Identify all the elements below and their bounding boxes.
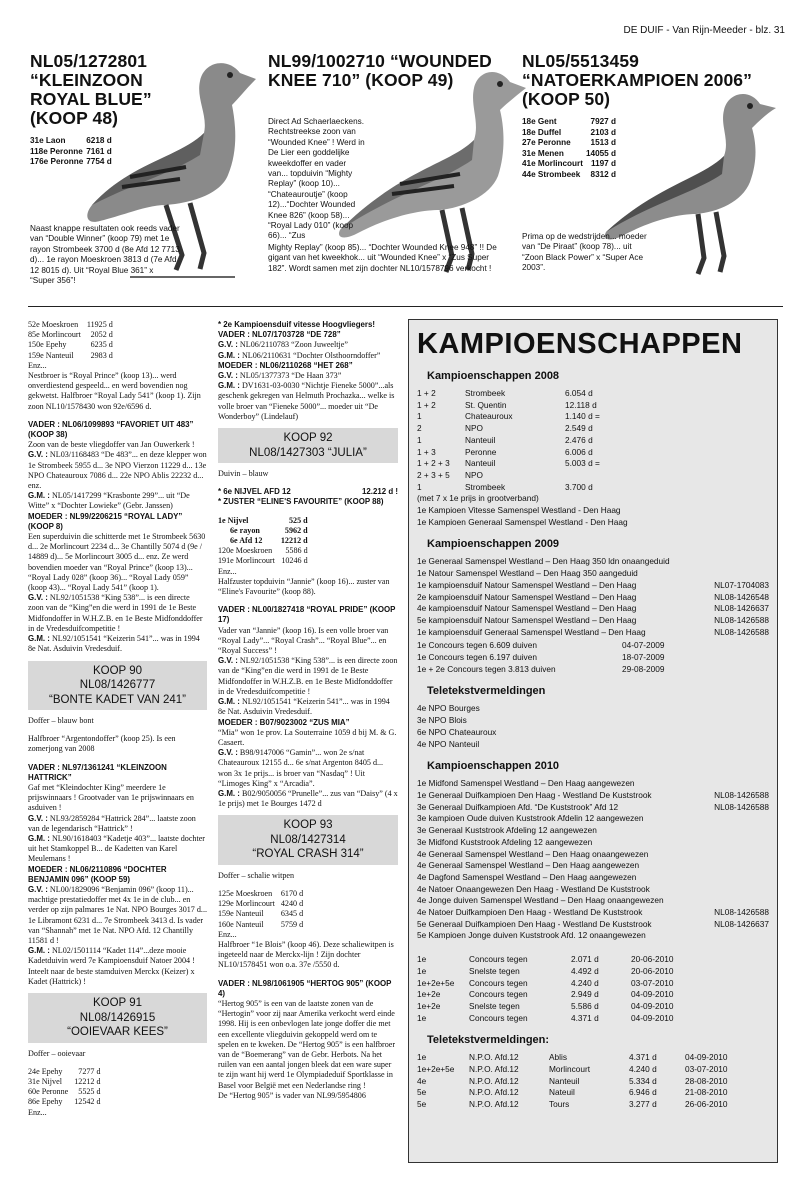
paragraph: NL05/1377373 “De Haan 373” xyxy=(237,371,342,381)
pedigree-heading: VADER : NL98/1061905 “HERTOG 905” (KOOP 4) xyxy=(218,978,392,998)
line: 1e Generaal Duifkampioen Den Haag - Westland De Kuststrook NL08-1426588 xyxy=(417,789,769,800)
pedigree-heading: VADER : NL97/1361241 “KLEINZOON HATTRICK” xyxy=(28,762,167,782)
star-line: * ZUSTER “ELINE'S FAVOURITE” (KOOP 88) xyxy=(218,497,384,507)
paragraph: Zoon van de beste vliegdoffer van Jan Ouwerkerk ! xyxy=(28,440,195,450)
paragraph: Halfzuster topduivin “Jannie” (koop 16)... zuster van “Eline's Favourite” (koop 88). xyxy=(218,576,390,597)
lot-header-koop-91: KOOP 91 NL08/1426915 “OOIEVAAR KEES” xyxy=(28,993,207,1043)
paragraph: Halfbroer “Argentondoffer” (koop 25). Is een zomerjong van 2008 xyxy=(28,734,176,754)
results-table: 1e Nijvel 525 d 6e rayon 5962 d 6e Afd 12 12212 d 120e Moeskroen 5586 d 191e Morlincourt 10246 d xyxy=(218,515,308,566)
feature-text: Naast knappe resultaten ook reeds vader van “Double Winner” (koop 79) met 1e rayon Strombeek 3700 d (8e Afd 12 7713 d)... 1e rayon Moeskroen 3813 d (7e Afd 12 8015 d). Uit “Royal Blue 361” x “Super 356”! xyxy=(30,224,180,286)
divider xyxy=(28,306,783,307)
feature-title: NL05/1272801 “KLEINZOON ROYAL BLUE” (KOOP 48) xyxy=(30,51,152,128)
feature-text: Prima op de wedstrijden... moeder van “De Piraat” (koop 78)... uit “Zoon Black Power” x “Super Ace 2003”. xyxy=(522,232,647,273)
pedigree-heading: MOEDER : NL99/2206215 “ROYAL LADY” (KOOP 8) xyxy=(28,511,183,531)
intro-line: * 2e Kampioensduif vitesse Hoogvliegers! xyxy=(218,320,375,329)
lot-type: Doffer – ooievaar xyxy=(28,1048,86,1058)
paragraph: B98/9147006 “Gamin”... won 2e s/nat Chateauroux 12155 d... 6e s/nat Argenton 8405 d... won 3x 1e prijs... is broer van “Nasdaq” ! Uit “Limoges King” x “Arcadia”. xyxy=(218,748,384,788)
paragraph: NL03/1168483 “De 483”... en deze klepper won 1e Strombeek 5955 d... 3e NPO Vierzon 11229 d... 13e NPO Chateauroux 7086 d... 22e NPO Ablis 22232 d... enz. xyxy=(28,450,207,491)
paragraph: Vader van “Jannie” (koop 16). Is een volle broer van “Royal Lady”... “Royal Crash”... “Royal Blue”... en “Royal Success” ! xyxy=(218,625,389,656)
running-head: DE DUIF - Van Rijn-Meeder - blz. 31 xyxy=(623,25,785,36)
results-table: 18e Gent 7927 d 18e Duffel 2103 d 27e Peronne 1513 d 31e Menen 14055 d 41e Morlincourt 1197 d 44e Strombeek 8312 d xyxy=(522,117,617,179)
section-heading: Teletekstvermeldingen xyxy=(427,685,546,698)
results-table: 52e Moeskroen 11925 d 85e Morlincourt 2052 d 150e Epehy 6235 d 159e Nanteuil 2983 d xyxy=(28,320,113,360)
pedigree-heading: MOEDER : B07/9023002 “ZUS MIA” xyxy=(218,717,350,727)
paragraph: NL92/1051538 “King 538”... is een directe zoon van de “King”en die werd in 1991 de 1e Beste Midfondoffer in W.H.Z.B. en 1e Beste Midfonddoffer in de Vredesduifcompetitie ! xyxy=(218,656,398,696)
paragraph: Halfbroer “1e Blois” (koop 46). Deze schaliewitpen is ingeteeld naar de Merckx-lijn ! Zijn dochter NL10/1578451 won o.a. 37e /5550 d. xyxy=(218,940,394,970)
line: 1e Kampioen Generaal Samenspel Westland - Den Haag xyxy=(417,516,628,527)
enz: Enz... xyxy=(218,566,237,576)
pedigree-heading: VADER : NL06/1099893 “FAVORIET UIT 483” (KOOP 38) xyxy=(28,419,194,440)
paragraph: “Mia” won 1e prov. La Souterraine 1059 d bij M. & G. Casaert. xyxy=(218,727,397,747)
pedigree-heading: MOEDER : NL06/2110896 “DOCHTER BENJAMIN 096” (KOOP 59) xyxy=(28,864,167,884)
concours-2009: 1e Concours tegen 6.609 duiven 04-07-2009 1e Concours tegen 6.197 duiven 18-07-2009 1e + 2e Concours tegen 3.813 duiven 29-08-2009 xyxy=(417,640,665,674)
feature-text: Direct Ad Schaerlaeckens. Rechtstreekse zoon van “Wounded Knee” ! Werd in De Lier een goddelijke kweekdoffer en vader van... topduivin “Mighty Replay” (koop 10)... “Chateauroutje” (koop 12)...“Dochter Wounded Knee 826” (koop 58)... “Royal Lady 010” (koop 66)... “Zus xyxy=(268,117,365,241)
teletekst-2010: 1e N.P.O. Afd.12 Ablis 4.371 d 04-09-2010 1e+2e+5e N.P.O. Afd.12 Morlincourt 4.240 d 03-07-2010 4e N.P.O. Afd.12 Nanteuil 5.334 d 28-08-2010 5e N.P.O. Afd.12 Nateuil 6.946 d 21-08-2010 5e N.P.O. Afd.12 Tours 3.277 d 26-06-2010 xyxy=(417,1052,728,1110)
line: 3e Midfond Kuststrook Afdeling 12 aangewezen xyxy=(417,836,593,847)
feature-title: NL99/1002710 “WOUNDED KNEE 710” (KOOP 49) xyxy=(268,51,492,90)
paragraph: NL92/1051541 “Keizerin 541”... was in 1994 8e Nat. Asduivin Vredesduif. xyxy=(218,697,390,717)
box-title: KAMPIOENSCHAPPEN xyxy=(417,328,743,360)
section-heading: Kampioenschappen 2009 xyxy=(427,538,560,551)
line: 4e NPO Bourges xyxy=(417,703,480,714)
line: 3e Generaal Kuststrook Afdeling 12 aangewezen xyxy=(417,825,597,836)
column-middle: * 2e Kampioensduif vitesse Hoogvliegers! VADER : NL07/1703728 “DE 728” G.V. : NL06/2110783 “Zoon Juweeltje” G.M. : NL06/2110631 “Dochter Olsthoorndoffer” MOEDER : NL06/2110268 “HET 268” G.V. : NL05/1377373 “De Haan 373” G.M. : DV1631-03-0030 “Nichtje Fieneke 5000”...als geschenk gekregen van Helmuth Prochazka... welke is volle broer van “Fieneke 5000”... moeder uit “De Wonderboy” (Lindelauf) KOOP 92 NL08/1427303 “JULIA” Duivin – blauw * 6e NIJVEL AFD 12 12.212 d ! * ZUSTER “ELINE'S FAVOURITE” (KOOP 88) 1e Nijvel 525 d 6e rayon 5962 d 6e Afd 12 12212 d 120e Moeskroen 5586 d 191e Morlincourt 10246 d Enz... Halfzuster topduivin “Jannie” (koop 16)... zuster van “Eline's Favourite” (koop 88). VADER : NL00/1827418 “ROYAL PRIDE” (KOOP 17) Vader van “Jannie” (koop 16). Is een volle broer van “Royal Lady”... “Royal Crash”... “Royal Blue”... en “Royal Success” ! G.V. : NL92/1051538 “King 538”... is een directe zoon van de “King”en die werd in 1991 de 1e Beste Midfondoffer in W.H.Z.B. en 1e Beste Midfonddoffer in de Vredesduifcompetitie ! G.M. : NL92/1051541 “Keizerin 541”... was in 1994 8e Nat. Asduivin Vredesduif. MOEDER : B07/9023002 “ZUS MIA” “Mia” won 1e prov. La Souterraine 1059 d bij M. & G. Casaert. G.V. : B98/9147006 “Gamin”... won 2e s/nat Chateauroux 12155 d... 6e s/nat Argenton 8405 d... won 3x 1e prijs... is broer van “Nasdaq” ! Uit “Limoges King” x “Arcadia”. G.M. : B02/9050056 “Prunelle”... zus van “Daisy” (4 x 1e prijs) met 1e Bourges 1472 d KOOP 93 NL08/1427314 “ROYAL CRASH 314” Doffer – schalie witpen 125e Moeskroen 6170 d 129e Morlincourt 4240 d 159e Nanteuil 6345 d 160e Nanteuil 5759 d Enz... Halfbroer “1e Blois” (koop 46). Deze schaliewitpen is ingeteeld naar de Merckx-lijn ! Zijn dochter NL10/1578451 won o.a. 37e /5550 d. VADER : NL98/1061905 “HERTOG 905” (KOOP 4) “Hertog 905” is een van de laatste zonen van de “Hertogin” voor zij naar Amerika verkocht werd einde 1998. Hij is een onbevlogen late jonge doffer die met een excellente vliegduivin gekoppeld werd om te spelen en te kweken. De “Hertog 905” is een halfbroer van de “Boemerang” van de Gebr. Herbots. Na het ruilen van een aantal jongen bleek dat een ware super te zijn want hij werd 1e Olympiadeduif Sportklasse in Basel voor België met een Nederlandse ring ! De “Hertog 905” is vader van NL99/5954806 xyxy=(218,320,398,1100)
paragraph: De “Hertog 905” is vader van NL99/5954806 xyxy=(218,1090,366,1100)
lot-header-koop-90: KOOP 90 NL08/1426777 “BONTE KADET VAN 241” xyxy=(28,661,207,711)
line: 3e kampioen Oude duiven Kuststrook Afdelin 12 aangewezen xyxy=(417,813,644,824)
feature-text: Mighty Replay” (koop 85)... “Dochter Wounded Knee 948” !! De gigant van het kweekhok... uit “Wounded Knee” x “Zus Super 182”. Wordt samen met zijn dochter NL10/1578796 verkocht ! xyxy=(268,243,497,273)
line: 1e Midfond Samenspel Westland – Den Haag aangewezen xyxy=(417,778,635,789)
section-heading: Teletekstvermeldingen: xyxy=(427,1034,550,1047)
paragraph: NL06/2110631 “Dochter Olsthoorndoffer” xyxy=(239,350,381,360)
paragraph: NL92/1051541 “Keizerin 541”... was in 1994 8e Nat. Asduivin Vredesduif. xyxy=(28,634,200,654)
paragraph: Gaf met “Kleindochter King” meerdere 1e prijswinnaars ! Grootvader van 1e prijswinnaars en asduiven ! xyxy=(28,783,194,813)
line: 3e NPO Blois xyxy=(417,715,467,726)
line: 1e kampioensduif Natour Samenspel Westland – Den Haag NL07-1704083 xyxy=(417,579,769,590)
paragraph: NL92/1051538 “King 538”... is een directe zoon van de “King”en die werd in 1991 de 1e Beste Midfondoffer in W.H.Z.B. en 1e Beste Midfonddoffer in de Vredesduifcompetitie ! xyxy=(28,593,203,633)
paragraph: B02/9050056 “Prunelle”... zus van “Daisy” (4 x 1e prijs) met 1e Bourges 1472 d xyxy=(218,788,398,809)
line: 4e Generaal Samenspel Westland – Den Haag aangewezen xyxy=(417,860,640,871)
line: 5e kampioensduif Natour Samenspel Westland – Den Haag NL08-1426588 xyxy=(417,614,769,625)
paragraph: NL02/1501114 “Kadet 114”...deze mooie Kadetduivin werd 7e Kampioensduif Natoer 2004 ! Inteelt naar de beste stamduiven Merckx (Keizer) x Kadet (Hattrick) ! xyxy=(28,946,195,986)
paragraph: NL05/1417299 “Krasbonte 299”... uit “De Witte” x “Dochter Lowieke” (Gebr. Janssen) xyxy=(28,491,190,511)
concours-2010: 1e Concours tegen 2.071 d 20-06-2010 1e Snelste tegen 4.492 d 20-06-2010 1e+2e+5e Concours tegen 4.240 d 03-07-2010 1e+2e Concours tegen 2.949 d 04-09-2010 1e+2e Snelste tegen 5.586 d 04-09-2010 1e Concours tegen 4.371 d 04-09-2010 xyxy=(417,954,674,1023)
line: 4e Jonge duiven Samenspel Westland – Den Haag onaangewezen xyxy=(417,895,664,906)
line: 1e Natour Samenspel Westland – Den Haag 350 aangeduid xyxy=(417,568,638,579)
line: 4e Dagfond Samenspel Westland – Den Haag aangewezen xyxy=(417,871,637,882)
paragraph: NL00/1829096 “Benjamin 096” (koop 11)... machtige prestatiedoffer met 4x 1e in de club... en verder op zijn palmares 1e Nat. NPO Bourges 3017 d... 1e Libramont 6231 d... 7e Strombeek 3413 d. Is vader van “Shannah” met 1e Nat. NPO Afd. 12 Chantilly 11581 d ! xyxy=(28,885,207,946)
line: 4e kampioensduif Natour Samenspel Westland – Den Haag NL08-1426637 xyxy=(417,603,769,614)
feature-title: NL05/5513459 “NATOERKAMPIOEN 2006” (KOOP 50) xyxy=(522,51,752,109)
lot-header-koop-92: KOOP 92 NL08/1427303 “JULIA” xyxy=(218,428,398,463)
lot-type: Doffer – blauw bont xyxy=(28,716,94,725)
results-2008: 1 + 2 Strombeek 6.054 d 1 + 2 St. Quentin 12.118 d 1 Chateauroux 1.140 d = 2 NPO 2.549 d 1 Nanteuil 2.476 d 1 + 3 Peronne 6.006 d 1 + 2 + 3 Nanteuil 5.003 d = 2 + 3 + 5 NPO 1 Strombeek 3.700 d xyxy=(417,388,600,492)
pedigree-heading: VADER : NL07/1703728 “DE 728” xyxy=(218,330,341,340)
note: (met 7 x 1e prijs in grootverband) xyxy=(417,493,539,504)
line: 1e Kampioen Vitesse Samenspel Westland - Den Haag xyxy=(417,505,621,516)
lot-header-koop-93: KOOP 93 NL08/1427314 “ROYAL CRASH 314” xyxy=(218,815,398,865)
line: 5e Kampioen Jonge duiven Kuststrook Afd. 12 onaangewezen xyxy=(417,930,646,941)
line: 2e kampioensduif Natour Samenspel Westland – Den Haag NL08-1426548 xyxy=(417,591,769,602)
paragraph: Een superduivin die schitterde met 1e Strombeek 5630 d... 2e Morlincourt 2234 d... 3e Chantilly 5074 d (9e / 14889 d)... 5e Morlincourt 3005 d... enz. Ze werd bovendien moeder van “Royal Prince” (koop 13)... “Royal Lady 028” (koop 36)... “Royal Lady 059” (koop 43)... “Royal Lady 541” (koop 1). xyxy=(28,532,206,593)
paragraph: NL90/1618403 “Kadetje 403”... laatste dochter uit het Stamkoppel B... de Kadetten van Karel Meulemans ! xyxy=(28,834,206,864)
column-left: 52e Moeskroen 11925 d 85e Morlincourt 2052 d 150e Epehy 6235 d 159e Nanteuil 2983 d Enz... Nestbroer is “Royal Prince” (koop 13)... werd onverdiestend gespeeld... en werd bovendien nog gekwetst. Halfbroer “Royal Lady 541” (koop 1). Zijn zoon NL10/1578430 won 92e/6596 d. VADER : NL06/1099893 “FAVORIET UIT 483” (KOOP 38) Zoon van de beste vliegdoffer van Jan Ouwerkerk ! G.V. : NL03/1168483 “De 483”... en deze klepper won 1e Strombeek 5955 d... 3e NPO Vierzon 11229 d... 13e NPO Chateauroux 7086 d... 22e NPO Ablis 22232 d... enz. G.M. : NL05/1417299 “Krasbonte 299”... uit “De Witte” x “Dochter Lowieke” (Gebr. Janssen) MOEDER : NL99/2206215 “ROYAL LADY” (KOOP 8) Een superduivin die schitterde met 1e Strombeek 5630 d... 2e Morlincourt 2234 d... 3e Chantilly 5074 d (9e / 14889 d)... 5e Morlincourt 3005 d... enz. Ze werd bovendien moeder van “Royal Prince” (koop 13)... “Royal Lady 028” (koop 36)... “Royal Lady 059” (koop 43)... “Royal Lady 541” (koop 1). G.V. : NL92/1051538 “King 538”... is een directe zoon van de “King”en die werd in 1991 de 1e Beste Midfondoffer in W.H.Z.B. en 1e Beste Midfonddoffer in de Vredesduifcompetitie ! G.M. : NL92/1051541 “Keizerin 541”... was in 1994 8e Nat. Asduivin Vredesduif. KOOP 90 NL08/1426777 “BONTE KADET VAN 241” Doffer – blauw bont Halfbroer “Argentondoffer” (koop 25). Is een zomerjong van 2008 VADER : NL97/1361241 “KLEINZOON HATTRICK” Gaf met “Kleindochter King” meerdere 1e prijswinnaars ! Grootvader van 1e prijswinnaars en asduiven ! G.V. : NL93/2859284 “Hattrick 284”... laatste zoon van de legendarisch “Hattrick” ! G.M. : NL90/1618403 “Kadetje 403”... laatste dochter uit het Stamkoppel B... de Kadetten van Karel Meulemans ! MOEDER : NL06/2110896 “DOCHTER BENJAMIN 096” (KOOP 59) G.V. : NL00/1829096 “Benjamin 096” (koop 11)... machtige prestatiedoffer met 4x 1e in de club... en verder op zijn palmares 1e Nat. NPO Bourges 3017 d... 1e Libramont 6231 d... 7e Strombeek 3413 d. Is vader van “Shannah” met 1e Nat. NPO Afd. 12 Chantilly 11581 d ! G.M. : NL02/1501114 “Kadet 114”...deze mooie Kadetduivin werd 7e Kampioensduif Natoer 2004 ! Inteelt naar de beste stamduiven Merckx (Keizer) x Kadet (Hattrick) ! KOOP 91 NL08/1426915 “OOIEVAAR KEES” Doffer – ooievaar 24e Epehy 7277 d 31e Nijvel 12212 d 60e Peronne 5525 d 86e Epehy 12542 d Enz... xyxy=(28,320,207,1117)
enz: Enz... xyxy=(28,360,47,370)
enz: Enz... xyxy=(28,1107,47,1117)
lot-type: Duivin – blauw xyxy=(218,469,269,479)
paragraph: “Hertog 905” is een van de laatste zonen van de “Hertogin” voor zij naar Amerika verkocht werd einde 1998. Hij is een onbevlogen late jonge doffer die met een excellente vliegduivin gekoppeld werd om te spelen en te kweken. De “Hertog 905” is een halfbroer van de “Boemerang” van de Gebr. Herbots. Na het ruilen van een aantal jongen bleek dat een ware super te zijn want hij werd 1e Olympiadeduif Sportklasse in Basel voor België met een Nederlandse ring ! xyxy=(218,999,396,1090)
line: 4e Generaal Samenspel Westland – Den Haag onaangewezen xyxy=(417,848,649,859)
line: 1e kampioensduif Generaal Samenspel Westland – Den Haag NL08-1426588 xyxy=(417,626,769,637)
line: 5e Generaal Duifkampioen Den Haag - Westland De Kuststrook NL08-1426637 xyxy=(417,918,769,929)
paragraph: Nestbroer is “Royal Prince” (koop 13)... werd onverdiestend gespeeld... en werd bovendien nog gekwetst. Halfbroer “Royal Lady 541” (koop 1). Zijn zoon NL10/1578430 won 92e/6596 d. xyxy=(28,371,201,411)
paragraph: DV1631-03-0030 “Nichtje Fieneke 5000”...als geschenk gekregen van Helmuth Prochazka... welke is volle broer van “Fieneke 5000”... moeder uit “De Wonderboy” (Lindelauf) xyxy=(218,381,395,421)
line: 6e NPO Chateauroux xyxy=(417,726,497,737)
results-table: 24e Epehy 7277 d 31e Nijvel 12212 d 60e Peronne 5525 d 86e Epehy 12542 d xyxy=(28,1066,101,1107)
results-table: 31e Laon 6218 d 118e Peronne 7161 d 176e Peronne 7754 d xyxy=(30,136,112,167)
pedigree-heading: MOEDER : NL06/2110268 “HET 268” xyxy=(218,360,353,370)
line: 4e Natoer Onaangewezen Den Haag - Westland De Kuststrook xyxy=(417,883,650,894)
line: 3e Generaal Duifkampioen Afd. “De Kuststrook” Afd 12 NL08-1426588 xyxy=(417,801,769,812)
lot-type: Doffer – schalie witpen xyxy=(218,870,295,880)
line: 4e Natoer Duifkampioen Den Haag - Westland De Kuststrook NL08-1426588 xyxy=(417,907,769,918)
kampioenschappen-box xyxy=(408,319,778,1163)
paragraph: NL93/2859284 “Hattrick 284”... laatste zoon van de legendarisch “Hattrick” ! xyxy=(28,813,196,833)
results-table: 125e Moeskroen 6170 d 129e Morlincourt 4240 d 159e Nanteuil 6345 d 160e Nanteuil 5759 d xyxy=(218,889,304,929)
enz: Enz... xyxy=(218,929,237,939)
section-heading: Kampioenschappen 2008 xyxy=(427,370,560,382)
section-heading: Kampioenschappen 2010 xyxy=(427,760,560,773)
line: 4e NPO Nanteuil xyxy=(417,738,480,749)
paragraph: NL06/2110783 “Zoon Juweeltje” xyxy=(237,340,348,350)
line: 1e Generaal Samenspel Westland – Den Haag 350 ldn onaangeduid xyxy=(417,556,670,567)
pedigree-heading: VADER : NL00/1827418 “ROYAL PRIDE” (KOOP 17) xyxy=(218,605,396,625)
